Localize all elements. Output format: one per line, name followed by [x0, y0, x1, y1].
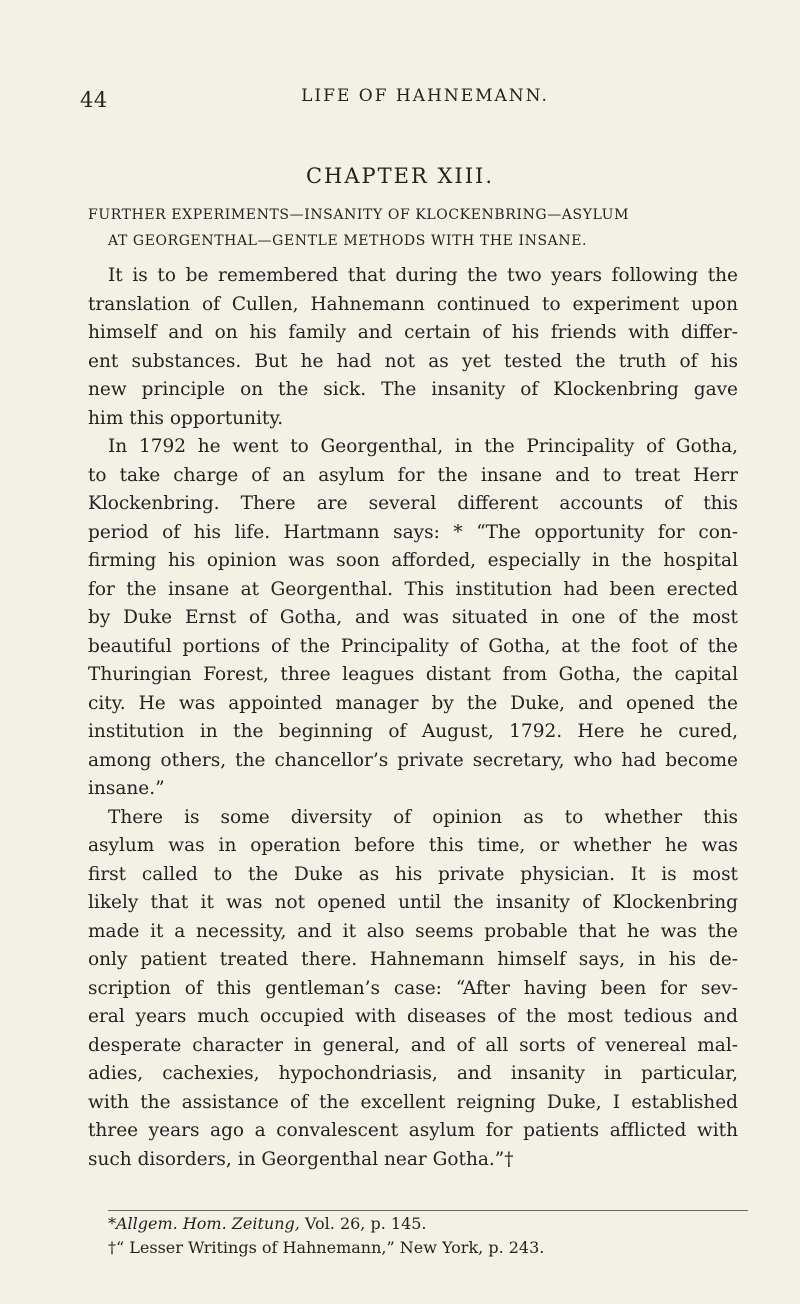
footnote-2: †“ Lesser Writings of Hahnemann,” New York, p. 243.	[108, 1238, 545, 1257]
text-line: new principle on the sick. The insanity of Klockenbring gave	[88, 379, 738, 400]
text-line: desperate character in general, and of all sorts of venereal mal-	[88, 1034, 738, 1056]
subtitle-line: AT GEORGENTHAL—GENTLE METHODS WITH THE INSANE.	[108, 233, 588, 249]
text-line: himself and on his family and certain of his friends with differ-	[88, 322, 738, 343]
text-line: asylum was in operation before this time, or whether he was	[88, 835, 738, 856]
footnote-source-detail: Vol. 26, p. 145.	[299, 1214, 427, 1233]
chapter-title: CHAPTER XIII.	[305, 164, 494, 188]
text-line: Thuringian Forest, three leagues distant from Gotha, the capital	[88, 664, 738, 685]
text-line: city. He was appointed manager by the Duke, and opened the	[88, 692, 738, 714]
running-head: LIFE OF HAHNEMANN.	[301, 86, 549, 106]
subtitle-line: FURTHER EXPERIMENTS—INSANITY OF KLOCKENBRING—ASYLUM	[88, 207, 630, 223]
text-line: three years ago a convalescent asylum for patients afflicted with	[88, 1120, 738, 1141]
body-text	[88, 262, 738, 1174]
chapter-subtitle	[88, 202, 728, 254]
footnote-rule	[108, 1210, 748, 1211]
text-line: likely that it was not opened until the insanity of Klockenbring	[88, 892, 738, 913]
footnotes	[88, 1212, 738, 1260]
text-line: for the insane at Georgenthal. This institution had been erected	[88, 578, 738, 600]
text-line: translation of Cullen, Hahnemann continued to experiment upon	[88, 293, 738, 315]
text-line: It is to be remembered that during the two years following the	[108, 265, 738, 286]
text-line: only patient treated there. Hahnemann himself says, in his de-	[88, 949, 738, 970]
text-line: scription of this gentleman’s case: “After having been for sev-	[88, 977, 738, 999]
text-line: Klockenbring. There are several different accounts of this	[88, 493, 738, 514]
footnote-source-title: Allgem. Hom. Zeitung,	[116, 1214, 300, 1233]
text-line: In 1792 he went to Georgenthal, in the Principality of Gotha,	[108, 436, 738, 457]
text-line: beautiful portions of the Principality of Gotha, at the foot of the	[88, 635, 738, 657]
text-line: with the assistance of the excellent reigning Duke, I established	[88, 1091, 738, 1113]
text-line: period of his life. Hartmann says: * “The opportunity for con-	[88, 521, 738, 543]
text-line: institution in the beginning of August, 1792. Here he cured,	[88, 721, 738, 742]
text-line: made it a necessity, and it also seems probable that he was the	[88, 920, 738, 942]
text-line: by Duke Ernst of Gotha, and was situated in one of the most	[88, 607, 738, 628]
page-number: 44	[80, 88, 108, 112]
text-line: such disorders, in Georgenthal near Gotha.”†	[88, 1148, 514, 1170]
text-line: him this opportunity.	[88, 407, 284, 429]
text-line: among others, the chancellor’s private secretary, who had become	[88, 749, 738, 771]
text-line: There is some diversity of opinion as to whether this	[108, 806, 738, 828]
text-line: first called to the Duke as his private physician. It is most	[88, 863, 738, 885]
footnote-marker: *	[108, 1214, 116, 1233]
text-line: firming his opinion was soon afforded, especially in the hospital	[88, 550, 738, 571]
text-line: to take charge of an asylum for the insane and to treat Herr	[88, 464, 738, 486]
footnote-1	[88, 1212, 738, 1236]
text-line: ent substances. But he had not as yet tested the truth of his	[88, 350, 738, 372]
page-header	[80, 84, 740, 112]
text-line: insane.”	[88, 778, 165, 799]
text-line: eral years much occupied with diseases of the most tedious and	[88, 1006, 738, 1027]
text-line: adies, cachexies, hypochondriasis, and insanity in particular,	[88, 1063, 738, 1084]
